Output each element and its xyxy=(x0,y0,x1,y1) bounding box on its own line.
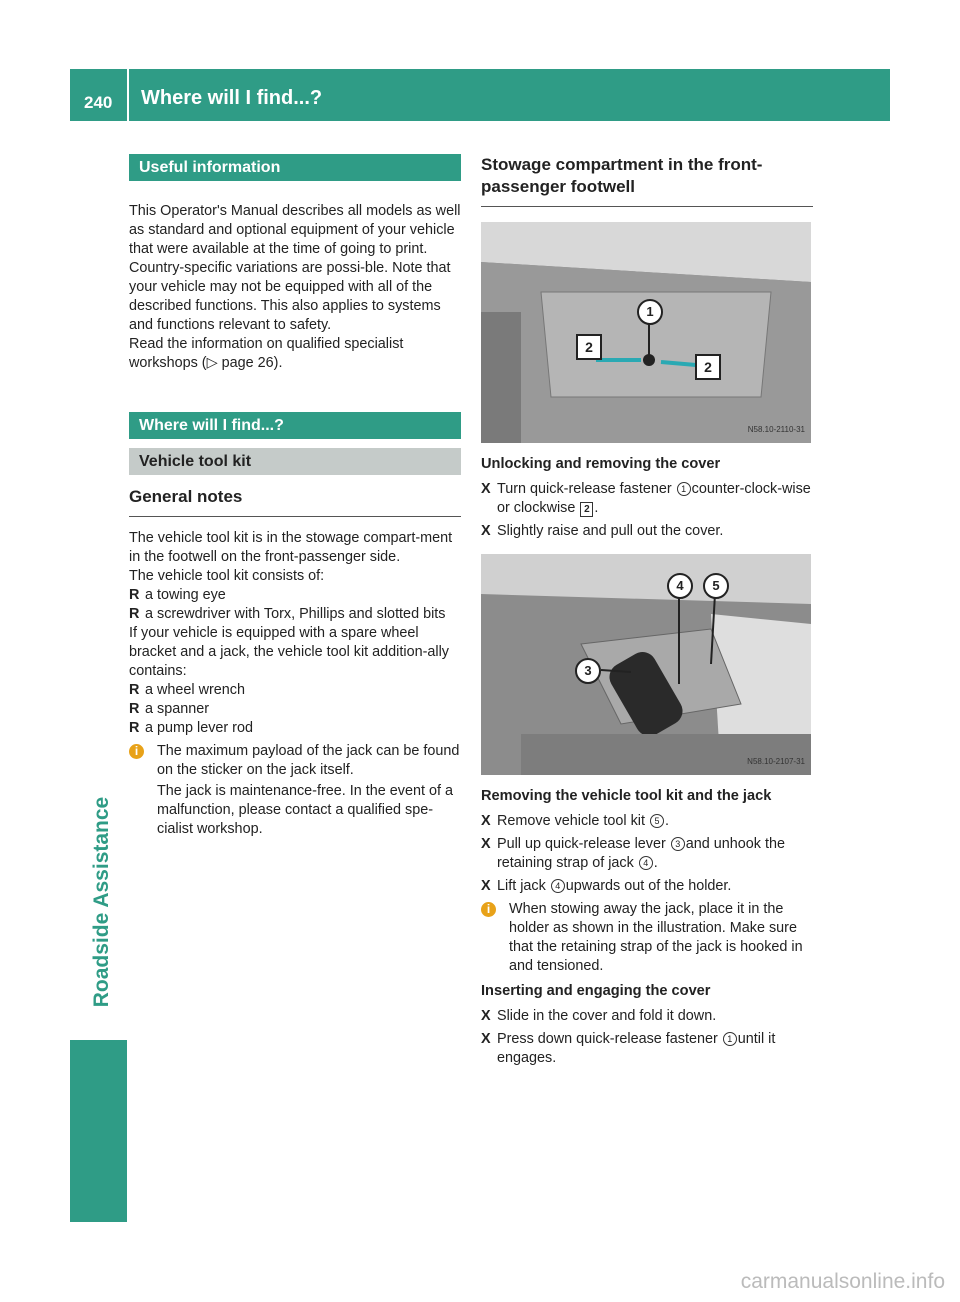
step: X Remove vehicle tool kit 5 . xyxy=(481,813,669,829)
general-para3: If your vehicle is equipped with a spare wheel bracket and a jack, the vehicle tool kit addition-ally contains: xyxy=(129,625,449,679)
side-section-label: Roadside Assistance xyxy=(90,796,113,1008)
cover-illustration xyxy=(481,222,811,443)
list-item: R a wheel wrench xyxy=(129,682,245,698)
watermark: carmanualsonline.info xyxy=(740,1270,945,1293)
callout-1: 1 xyxy=(637,299,663,325)
figure-credit: N58.10-2107-31 xyxy=(747,757,805,766)
list-item: R a screwdriver with Torx, Phillips and slotted bits xyxy=(129,606,446,622)
callout-2: 2 xyxy=(695,354,721,380)
stowage-title: Stowage compartment in the front-passenger footwell xyxy=(481,155,763,196)
general-para1: The vehicle tool kit is in the stowage compart-ment in the footwell on the front-passenger side. xyxy=(129,530,453,565)
step: X Slightly raise and pull out the cover. xyxy=(481,523,724,539)
side-tab xyxy=(70,1040,127,1222)
info-note: i When stowing away the jack, place it in the holder as shown in the illustration. Make sure that the retaining strap of the jack is hooked in and tensioned. xyxy=(481,900,813,976)
info-icon: i xyxy=(129,744,144,759)
step: X Lift jack 4 upwards out of the holder. xyxy=(481,878,732,894)
useful-info-bar: Useful information xyxy=(129,154,461,181)
figure-toolkit xyxy=(481,554,811,775)
page-header xyxy=(70,69,890,121)
inserting-title: Inserting and engaging the cover xyxy=(481,983,711,999)
list-item: R a towing eye xyxy=(129,587,226,603)
callout-3: 3 xyxy=(575,658,601,684)
header-title: Where will I find...? xyxy=(141,87,323,109)
specialist-text: Read the information on qualified specialist workshops (▷ page 26). xyxy=(129,336,404,371)
figure-credit: N58.10-2110-31 xyxy=(747,425,805,434)
figure-stowage-cover xyxy=(481,222,811,443)
callout-2: 2 xyxy=(576,334,602,360)
toolkit-illustration xyxy=(481,554,811,775)
where-bar: Where will I find...? xyxy=(129,412,461,439)
useful-info-text: This Operator's Manual describes all models as well as standard and optional equipment of your vehicle that were available at the time of going to print. Country-specific variations are possi-ble. Note that your vehicle may not be equipped with all of the described functions. This also applies to systems and functions relevant to safety. xyxy=(129,203,461,333)
general-notes-title: General notes xyxy=(129,487,243,506)
step: X Turn quick-release fastener 1 counter-clock-wise or clockwise 2 . xyxy=(481,481,811,516)
info-note: i The maximum payload of the jack can be found on the sticker on the jack itself. The jack is maintenance-free. In the event of a malfunction, please contact a qualified spe-cialist workshop. xyxy=(129,742,461,839)
right-column xyxy=(481,154,813,1068)
list-item: R a pump lever rod xyxy=(129,720,253,736)
removing-title: Removing the vehicle tool kit and the jack xyxy=(481,788,772,804)
unlocking-title: Unlocking and removing the cover xyxy=(481,456,721,472)
step: X Press down quick-release fastener 1 until it engages. xyxy=(481,1031,776,1066)
left-column xyxy=(129,154,461,839)
page-number: 240 xyxy=(84,93,113,112)
title-rule xyxy=(481,206,813,207)
callout-4: 4 xyxy=(667,573,693,599)
general-para2: The vehicle tool kit consists of: xyxy=(129,568,325,584)
info-icon: i xyxy=(481,902,496,917)
header-divider xyxy=(127,69,129,121)
step: X Pull up quick-release lever 3 and unhook the retaining strap of jack 4 . xyxy=(481,836,786,871)
step: X Slide in the cover and fold it down. xyxy=(481,1008,717,1024)
callout-5: 5 xyxy=(703,573,729,599)
list-item: R a spanner xyxy=(129,701,210,717)
toolkit-bar: Vehicle tool kit xyxy=(129,448,461,475)
title-rule xyxy=(129,516,461,517)
